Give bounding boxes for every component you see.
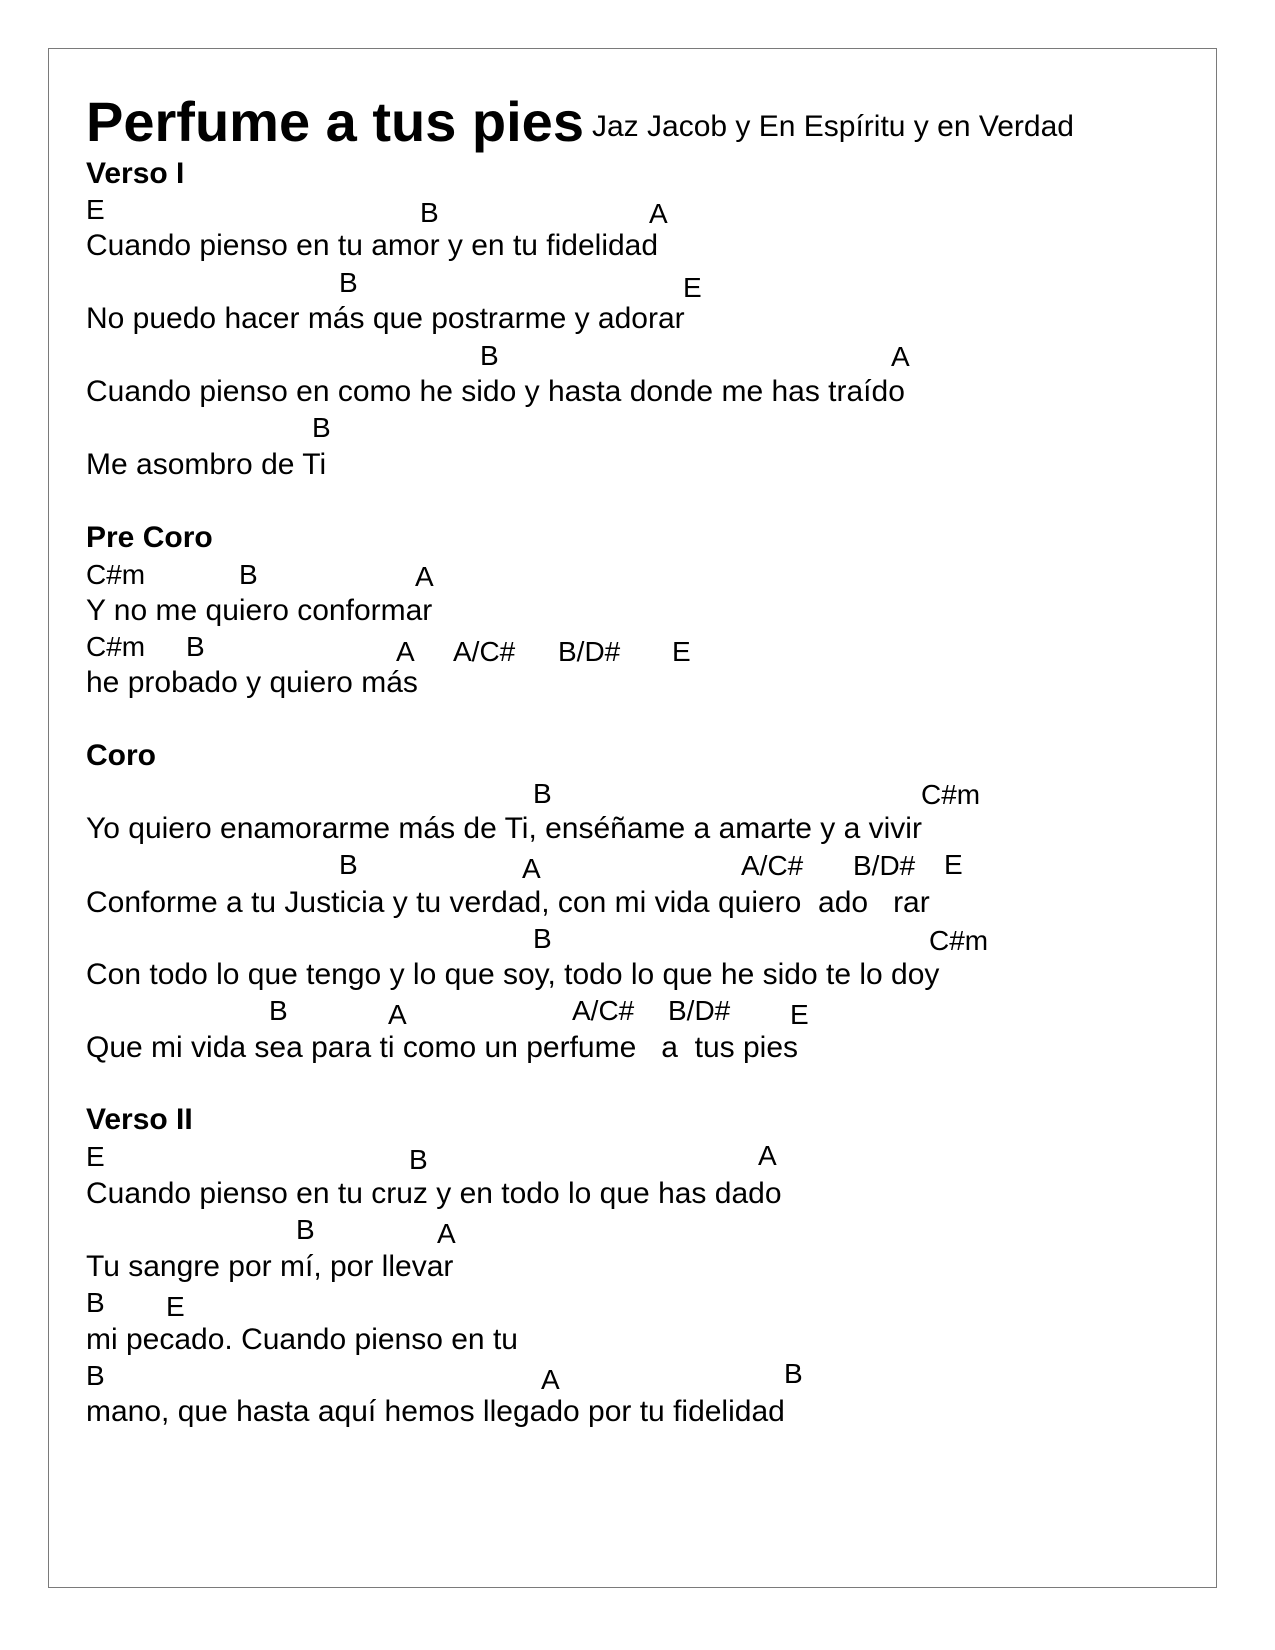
chord: B (186, 631, 205, 662)
lyric-line: Con todo lo que tengo y lo que soy, todo lo que he sido te lo doy (86, 958, 940, 991)
chord: A (415, 561, 434, 592)
chord: E (790, 999, 809, 1030)
lyric-line: Cuando pienso en como he sido y hasta donde me has traído (86, 375, 905, 408)
chord: E (672, 636, 691, 667)
chord: E (944, 849, 963, 880)
lyric-line: Y no me quiero conformar (86, 594, 433, 627)
section-heading-pre-coro: Pre Coro (86, 521, 213, 554)
chord: A (649, 198, 668, 229)
chord: B (480, 340, 499, 371)
lyric-line: Cuando pienso en tu amor y en tu fidelidad (86, 229, 659, 262)
song-title: Perfume a tus pies (86, 90, 584, 153)
section-heading-coro: Coro (86, 739, 156, 772)
lyric-line: he probado y quiero más (86, 666, 418, 699)
chord: A (437, 1218, 456, 1249)
chord: B (312, 412, 331, 443)
chord: C#m (921, 779, 981, 810)
chord: B/D# (853, 850, 916, 881)
chord: B (420, 197, 439, 228)
chord: B (533, 778, 552, 809)
lyric-line: Tu sangre por mí, por llevar (86, 1250, 454, 1283)
chord: B/D# (558, 636, 621, 667)
chord: B (239, 559, 258, 590)
chord: B (86, 1287, 105, 1318)
chord: B (784, 1358, 803, 1389)
lyric-line: mi pecado. Cuando pienso en tu (86, 1323, 518, 1356)
chord: E (683, 272, 702, 303)
section-heading-verso-1: Verso I (86, 157, 185, 190)
chord: E (166, 1291, 185, 1322)
chord: E (86, 1141, 105, 1172)
lyric-line: mano, que hasta aquí hemos llegado por tu fidelidad (86, 1395, 785, 1428)
chord: A/C# (741, 850, 804, 881)
lyric-line: No puedo hacer más que postrarme y adorar (86, 302, 685, 335)
chord: A (541, 1364, 560, 1395)
chord: A (396, 636, 415, 667)
chord: B (86, 1360, 105, 1391)
chord: A (388, 999, 407, 1030)
lyric-line: Conforme a tu Justicia y tu verdad, con mi vida quiero ado rar (86, 886, 930, 919)
chord: B (296, 1214, 315, 1245)
chord: A (522, 853, 541, 884)
chord: A (758, 1140, 777, 1171)
chord: B/D# (668, 995, 731, 1026)
chord: A/C# (453, 636, 516, 667)
chord: B (339, 849, 358, 880)
chord: B (269, 995, 288, 1026)
chord: A (891, 341, 910, 372)
lyric-line: Yo quiero enamorarme más de Ti, enséñame a amarte y a vivir (86, 812, 922, 845)
chord: E (86, 194, 105, 225)
lyric-line: Que mi vida sea para ti como un perfume a tus pies (86, 1031, 799, 1064)
chord: B (409, 1144, 428, 1175)
section-heading-verso-2: Verso II (86, 1103, 193, 1136)
song-artist: Jaz Jacob y En Espíritu y en Verdad (592, 110, 1074, 143)
chord: C#m (929, 925, 989, 956)
chord: B (339, 267, 358, 298)
lyric-line: Cuando pienso en tu cruz y en todo lo que has dado (86, 1177, 782, 1210)
chord: A/C# (572, 995, 635, 1026)
chord: C#m (86, 559, 146, 590)
chord: B (533, 923, 552, 954)
chord: C#m (86, 631, 146, 662)
lyric-line: Me asombro de Ti (86, 448, 327, 481)
